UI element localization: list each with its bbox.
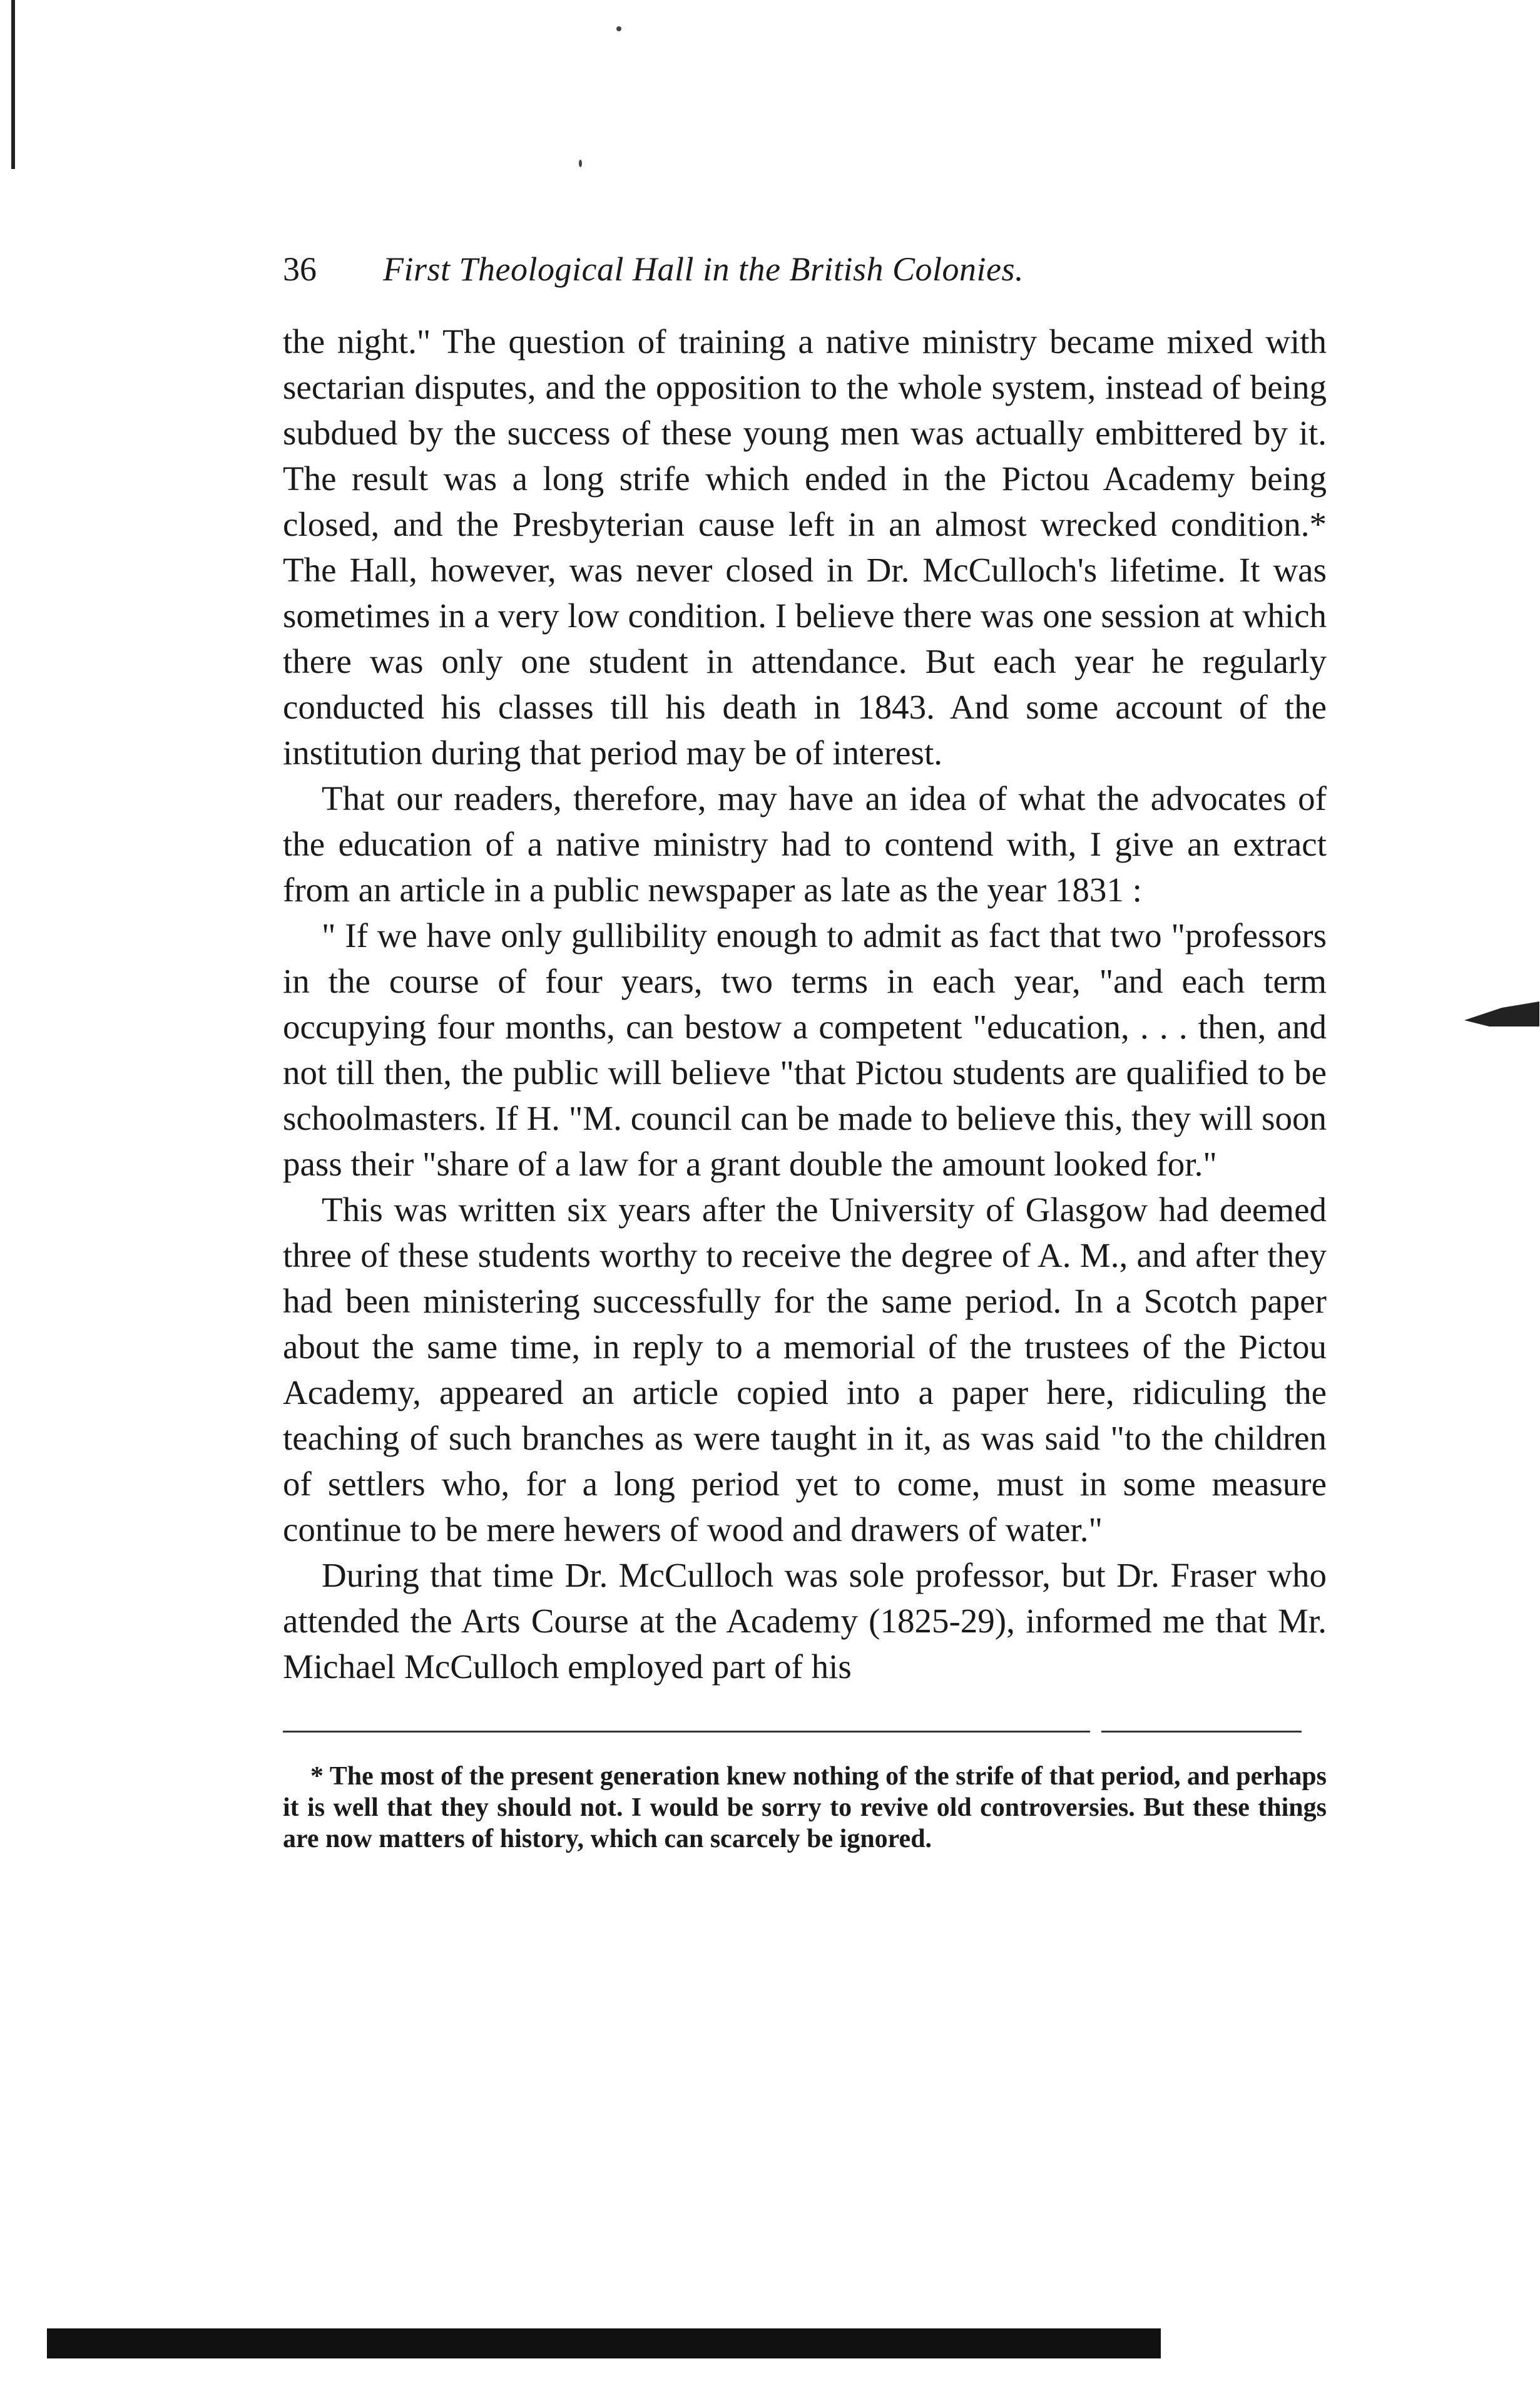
footnote-separator <box>283 1729 1327 1733</box>
paragraph: This was written six years after the University of Glasgow had deemed three of these students worthy to receive the degree of A. M., and after they had been ministering successfully for the same period. In a Scotch paper about the same time, in reply to a memorial of the trustees of the Pictou Academy, appeared an article copied into a paper here, ridiculing the teaching of such branches as were taught in it, as was said "to the children of settlers who, for a long period yet to come, must in some measure continue to be mere hewers of wood and drawers of water." <box>283 1190 1327 1549</box>
quotation-paragraph: " If we have only gullibility enough to admit as fact that two "professors in the course of four years, two terms in each year, "and each term occupying four months, can bestow a competent "education, . . . then, and not till then, the public will believe "that Pictou students are qualified to be schoolmasters. If H. "M. council can be made to believe this, they will soon pass their "share of a law for a grant double the amount looked for." <box>283 916 1327 1183</box>
page-number: 36 <box>283 250 317 288</box>
body-text <box>283 319 1327 1689</box>
scan-left-edge-rule <box>11 0 15 169</box>
scan-speck <box>579 160 582 167</box>
scan-bottom-bar <box>47 2328 1161 2358</box>
running-title: First Theological Hall in the British Colonies. <box>383 250 1024 288</box>
paragraph: During that time Dr. McCulloch was sole professor, but Dr. Fraser who attended the Arts Course at the Academy (1825-29), informed me that Mr. Michael McCulloch employed part of his <box>283 1556 1327 1686</box>
footnote-text: * The most of the present generation knew nothing of the strife of that period, and perhaps it is well that they should not. I would be sorry to revive old controversies. But these things are now matters of history, which can scarcely be ignored. <box>283 1762 1327 1853</box>
paragraph: That our readers, therefore, may have an idea of what the advocates of the education of a native ministry had to contend with, I give an extract from an article in a public newspaper as late as the year 1831 : <box>283 779 1327 909</box>
separator-line <box>1101 1731 1302 1733</box>
scan-speck <box>616 26 621 31</box>
book-page <box>283 241 1327 1855</box>
scan-edge-mark <box>1464 1001 1539 1027</box>
separator-line <box>283 1731 1090 1733</box>
footnote <box>283 1761 1327 1855</box>
paragraph: the night." The question of training a native ministry became mixed with sectarian disputes, and the opposition to the whole system, instead of being subdued by the success of these young men was actually embittered by it. The result was a long strife which ended in the Pictou Academy being closed, and the Presbyterian cause left in an almost wrecked condition.* The Hall, however, was never closed in Dr. McCulloch's lifetime. It was sometimes in a very low condition. I believe there was one session at which there was only one student in attendance. But each year he regularly conducted his classes till his death in 1843. And some account of the institution during that period may be of interest. <box>283 322 1327 772</box>
page-header <box>283 241 1327 297</box>
